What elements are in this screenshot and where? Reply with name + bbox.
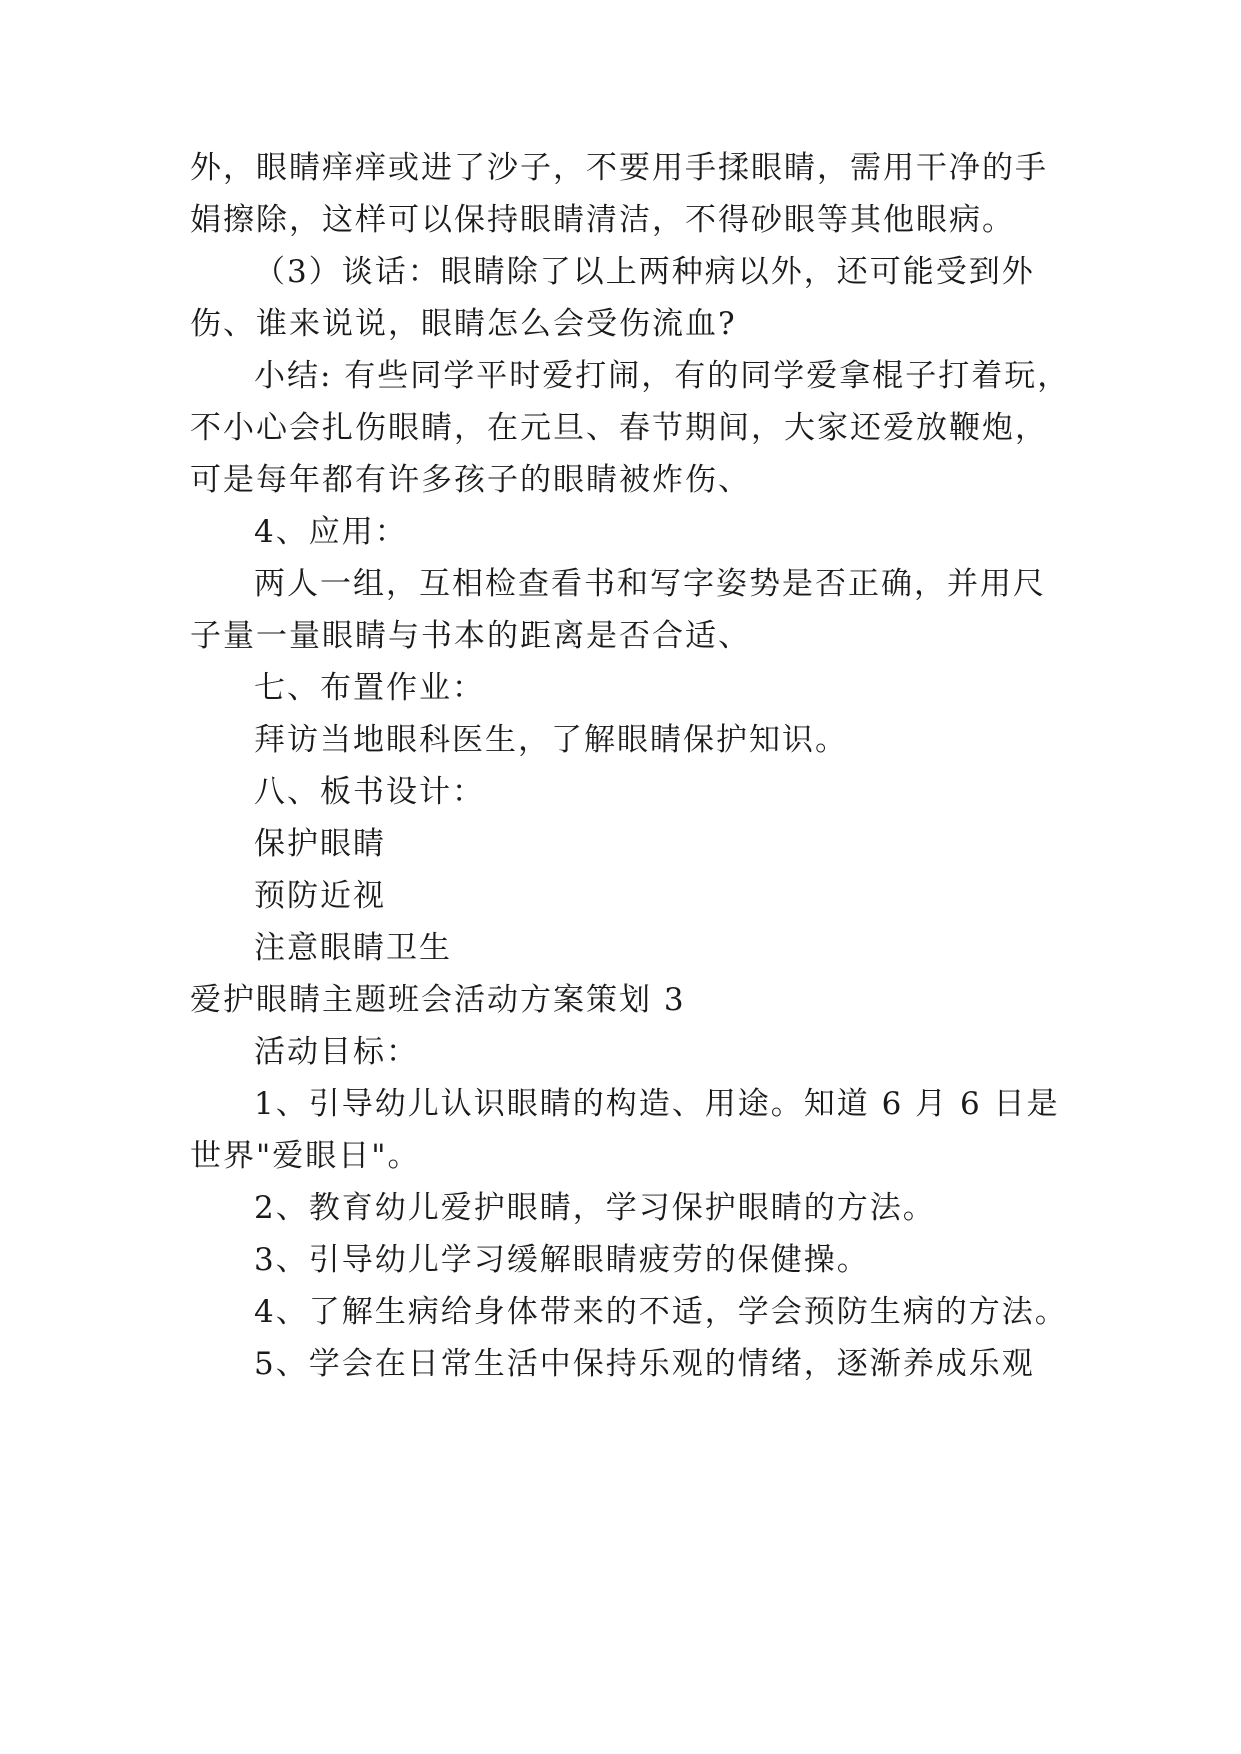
text-line: （3）谈话：眼睛除了以上两种病以外，还可能受到外 xyxy=(254,254,1035,290)
text-line: 拜访当地眼科医生，了解眼睛保护知识。 xyxy=(254,722,848,758)
text-line: 两人一组，互相检查看书和写字姿势是否正确，并用尺 xyxy=(254,566,1046,602)
board-item: 预防近视 xyxy=(254,878,386,914)
text-line: 世界"爱眼日"。 xyxy=(190,1138,421,1174)
document-title: 爱护眼睛主题班会活动方案策划 3 xyxy=(190,982,686,1018)
text-line: 不小心会扎伤眼睛，在元旦、春节期间，大家还爱放鞭炮， xyxy=(190,410,1048,446)
list-item: 5、学会在日常生活中保持乐观的情绪，逐渐养成乐观 xyxy=(254,1346,1035,1382)
text-line: 小结: 有些同学平时爱打闹，有的同学爱拿棍子打着玩， xyxy=(254,358,1071,394)
text-line: 可是每年都有许多孩子的眼睛被炸伤、 xyxy=(190,462,751,498)
list-item: 2、教育幼儿爱护眼睛，学习保护眼睛的方法。 xyxy=(254,1190,936,1226)
list-item: 1、引导幼儿认识眼睛的构造、用途。知道 6 月 6 日是 xyxy=(254,1086,1060,1122)
text-line: 娟擦除，这样可以保持眼睛清洁，不得砂眼等其他眼病。 xyxy=(190,202,1015,238)
text-line: 伤、谁来说说，眼睛怎么会受伤流血? xyxy=(190,306,737,342)
section-heading: 活动目标： xyxy=(254,1034,419,1070)
list-item: 4、了解生病给身体带来的不适，学会预防生病的方法。 xyxy=(254,1294,1068,1330)
text-line: 子量一量眼睛与书本的距离是否合适、 xyxy=(190,618,751,654)
text-line: 外，眼睛痒痒或进了沙子，不要用手揉眼睛，需用干净的手 xyxy=(190,150,1048,186)
section-heading: 八、板书设计： xyxy=(254,774,485,810)
list-item: 3、引导幼儿学习缓解眼睛疲劳的保健操。 xyxy=(254,1242,870,1278)
board-item: 注意眼睛卫生 xyxy=(254,930,452,966)
board-item: 保护眼睛 xyxy=(254,826,386,862)
section-heading: 七、布置作业： xyxy=(254,670,485,706)
text-line: 4、应用： xyxy=(254,514,408,550)
